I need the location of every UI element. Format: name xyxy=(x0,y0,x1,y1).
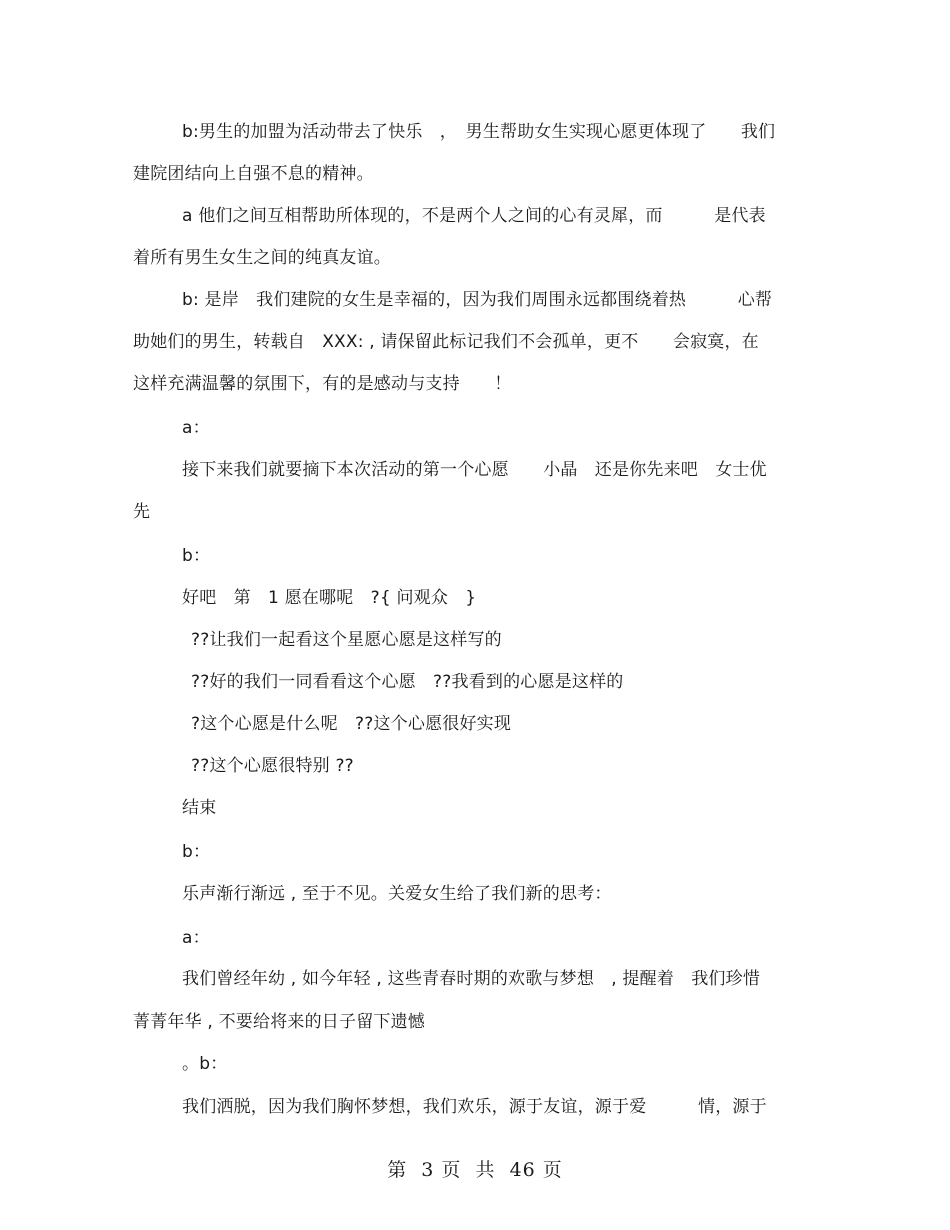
page-number-footer: 第 3 页 共 46 页 xyxy=(387,1159,563,1181)
text-line: 乐声渐行渐远 , 至于不见。关爱女生给了我们新的思考： xyxy=(182,884,612,904)
text-line: 我们洒脱，因为我们胸怀梦想，我们欢乐，源于友谊，源于爱 情，源于 xyxy=(182,1097,767,1117)
text-line: 建院团结向上自强不息的精神。 xyxy=(133,164,374,184)
text-line: ?这个心愿是什么呢 ??这个心愿很好实现 xyxy=(191,714,512,734)
text-line: 我们曾经年幼 , 如今年轻 , 这些青春时期的欢歌与梦想 , 提醒着 我们珍惜 xyxy=(182,969,761,989)
text-line: a 他们之间互相帮助所体现的，不是两个人之间的心有灵犀，而 是代表 xyxy=(182,206,766,226)
text-line: ??让我们一起看这个星愿心愿是这样写的 xyxy=(191,630,502,650)
text-line: 这样充满温馨的氛围下，有的是感动与支持 ！ xyxy=(133,374,512,394)
text-line: 接下来我们就要摘下本次活动的第一个心愿 小晶 还是你先来吧 女士优 xyxy=(182,460,767,480)
text-line: 好吧 第 1 愿在哪呢 ?{ 问观众 } xyxy=(182,588,477,608)
text-line: 先 xyxy=(133,502,151,522)
text-line: ??好的我们一同看看这个心愿 ??我看到的心愿是这样的 xyxy=(191,672,624,692)
speaker-label: b： xyxy=(182,842,211,862)
speaker-label: 。b： xyxy=(182,1054,228,1074)
speaker-label: a： xyxy=(182,418,210,438)
text-line: 助她们的男生，转载自 XXX: , 请保留此标记我们不会孤单，更不 会寂寞，在 xyxy=(133,332,759,352)
speaker-label: a： xyxy=(182,928,210,948)
text-line: 结束 xyxy=(182,798,217,818)
text-line: b: 是岸 我们建院的女生是幸福的，因为我们周围永远都围绕着热 心帮 xyxy=(182,290,773,310)
text-line: 着所有男生女生之间的纯真友谊。 xyxy=(133,248,391,268)
text-line: ??这个心愿很特别 ?? xyxy=(191,756,354,776)
speaker-label: b： xyxy=(182,546,211,566)
text-line: b:男生的加盟为活动带去了快乐 ， 男生帮助女生实现心愿更体现了 我们 xyxy=(182,122,776,142)
text-line: 菁菁年华 , 不要给将来的日子留下遗憾 xyxy=(133,1012,426,1032)
